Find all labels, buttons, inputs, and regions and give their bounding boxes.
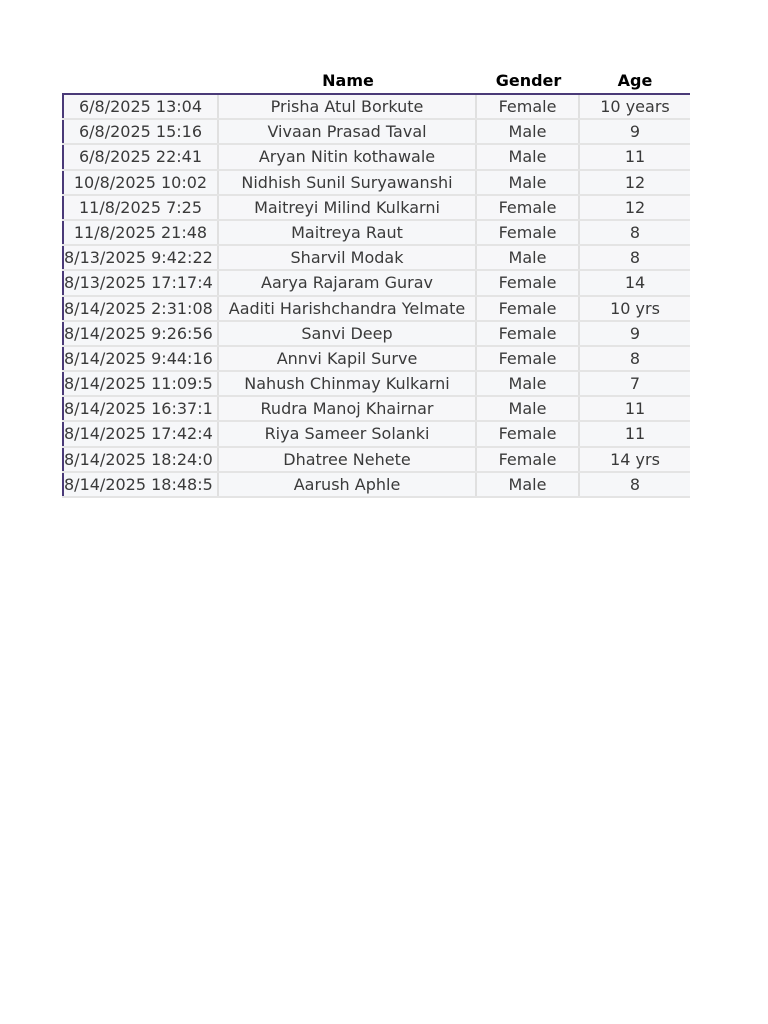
- cell-timestamp[interactable]: 10/8/2025 10:02: [62, 171, 219, 194]
- cell-age[interactable]: 12: [624, 172, 646, 192]
- cell-age[interactable]: 10 yrs: [610, 298, 660, 318]
- timestamp-text: 8/14/2025 17:42:4: [64, 424, 213, 444]
- cell-name[interactable]: Vivaan Prasad Taval: [219, 120, 477, 143]
- spreadsheet-table: [62, 69, 690, 498]
- cell-name[interactable]: Aaditi Harishchandra Yelmate: [219, 297, 477, 320]
- table-row: [62, 196, 690, 221]
- timestamp-text: 8/13/2025 17:17:4: [64, 273, 213, 293]
- cell-gender[interactable]: Female: [477, 271, 580, 294]
- cell-age[interactable]: 12: [624, 197, 646, 217]
- cell-gender[interactable]: Male: [477, 397, 580, 420]
- cell-gender[interactable]: Male: [477, 171, 580, 194]
- cell-gender[interactable]: Male: [477, 145, 580, 168]
- cell-gender[interactable]: Female: [477, 322, 580, 345]
- cell-gender[interactable]: Male: [477, 473, 580, 496]
- cell-timestamp[interactable]: 6/8/2025 13:04: [62, 95, 219, 118]
- cell-timestamp[interactable]: [62, 448, 219, 471]
- timestamp-text: 8/14/2025 9:26:56: [64, 323, 213, 343]
- timestamp-text: 8/13/2025 9:42:22: [64, 248, 213, 268]
- cell-age[interactable]: 9: [629, 323, 641, 343]
- cell-timestamp[interactable]: 11/8/2025 21:48: [62, 221, 219, 244]
- cell-name[interactable]: Nidhish Sunil Suryawanshi: [219, 171, 477, 194]
- cell-age[interactable]: 11: [624, 399, 646, 419]
- cell-timestamp[interactable]: 6/8/2025 15:16: [62, 120, 219, 143]
- cell-timestamp[interactable]: [62, 271, 219, 294]
- table-row: [62, 347, 690, 372]
- cell-gender[interactable]: Female: [477, 297, 580, 320]
- cell-gender[interactable]: Female: [477, 347, 580, 370]
- cell-age[interactable]: 11: [624, 424, 646, 444]
- table-row: [62, 145, 690, 170]
- cell-name[interactable]: Sanvi Deep: [219, 322, 477, 345]
- cell-name[interactable]: Sharvil Modak: [219, 246, 477, 269]
- cell-name[interactable]: Riya Sameer Solanki: [219, 422, 477, 445]
- table-row: [62, 397, 690, 422]
- table-row: [62, 422, 690, 447]
- table-row: [62, 448, 690, 473]
- cell-timestamp[interactable]: [62, 297, 219, 320]
- cell-age[interactable]: 8: [629, 222, 641, 242]
- table-body: [62, 95, 690, 498]
- cell-gender[interactable]: Female: [477, 448, 580, 471]
- cell-gender[interactable]: Male: [477, 120, 580, 143]
- cell-name[interactable]: Rudra Manoj Khairnar: [219, 397, 477, 420]
- timestamp-text: 8/14/2025 9:44:16: [64, 348, 213, 368]
- timestamp-text: 8/14/2025 18:48:5: [64, 474, 213, 494]
- timestamp-text: 8/14/2025 11:09:5: [64, 374, 213, 394]
- table-header-row: [62, 69, 690, 95]
- table-row: [62, 322, 690, 347]
- table-row: [62, 271, 690, 296]
- cell-gender[interactable]: Female: [477, 196, 580, 219]
- cell-age[interactable]: 14 yrs: [610, 449, 660, 469]
- table-row: [62, 171, 690, 196]
- cell-gender[interactable]: Female: [477, 221, 580, 244]
- cell-age[interactable]: 14: [624, 273, 646, 293]
- table-row: [62, 372, 690, 397]
- cell-gender[interactable]: Female: [477, 422, 580, 445]
- cell-name[interactable]: Dhatree Nehete: [219, 448, 477, 471]
- cell-age[interactable]: 8: [629, 248, 641, 268]
- timestamp-text: 8/14/2025 18:24:0: [64, 449, 213, 469]
- table-row: [62, 246, 690, 271]
- timestamp-text: 8/14/2025 2:31:08: [64, 298, 213, 318]
- table-row: [62, 221, 690, 246]
- header-timestamp: [62, 69, 219, 93]
- table-row: [62, 95, 690, 120]
- header-age: Age: [617, 71, 653, 90]
- cell-name[interactable]: Maitreyi Milind Kulkarni: [219, 196, 477, 219]
- timestamp-text: 8/14/2025 16:37:1: [64, 399, 213, 419]
- table-row: [62, 297, 690, 322]
- cell-age[interactable]: 9: [629, 122, 641, 142]
- cell-name[interactable]: Prisha Atul Borkute: [219, 95, 477, 118]
- cell-age[interactable]: 8: [629, 474, 641, 494]
- cell-age[interactable]: 11: [624, 147, 646, 167]
- cell-name[interactable]: Aryan Nitin kothawale: [219, 145, 477, 168]
- cell-timestamp[interactable]: [62, 372, 219, 395]
- header-gender: Gender: [495, 71, 562, 90]
- cell-gender[interactable]: Female: [477, 95, 580, 118]
- cell-name[interactable]: Maitreya Raut: [219, 221, 477, 244]
- header-name: Name: [322, 71, 374, 90]
- cell-timestamp[interactable]: [62, 397, 219, 420]
- cell-name[interactable]: Nahush Chinmay Kulkarni: [219, 372, 477, 395]
- cell-name[interactable]: Aarush Aphle: [219, 473, 477, 496]
- cell-timestamp[interactable]: [62, 322, 219, 345]
- cell-age[interactable]: 8: [629, 348, 641, 368]
- cell-timestamp[interactable]: [62, 422, 219, 445]
- cell-timestamp[interactable]: 6/8/2025 22:41: [62, 145, 219, 168]
- cell-gender[interactable]: Male: [477, 246, 580, 269]
- cell-timestamp[interactable]: 11/8/2025 7:25: [62, 196, 219, 219]
- cell-timestamp[interactable]: [62, 246, 219, 269]
- cell-age[interactable]: 10 years: [600, 97, 670, 116]
- cell-age[interactable]: 7: [629, 374, 641, 394]
- cell-timestamp[interactable]: [62, 473, 219, 496]
- table-row: [62, 473, 690, 498]
- cell-name[interactable]: Aarya Rajaram Gurav: [219, 271, 477, 294]
- table-row: [62, 120, 690, 145]
- cell-gender[interactable]: Male: [477, 372, 580, 395]
- cell-name[interactable]: Annvi Kapil Surve: [219, 347, 477, 370]
- cell-timestamp[interactable]: [62, 347, 219, 370]
